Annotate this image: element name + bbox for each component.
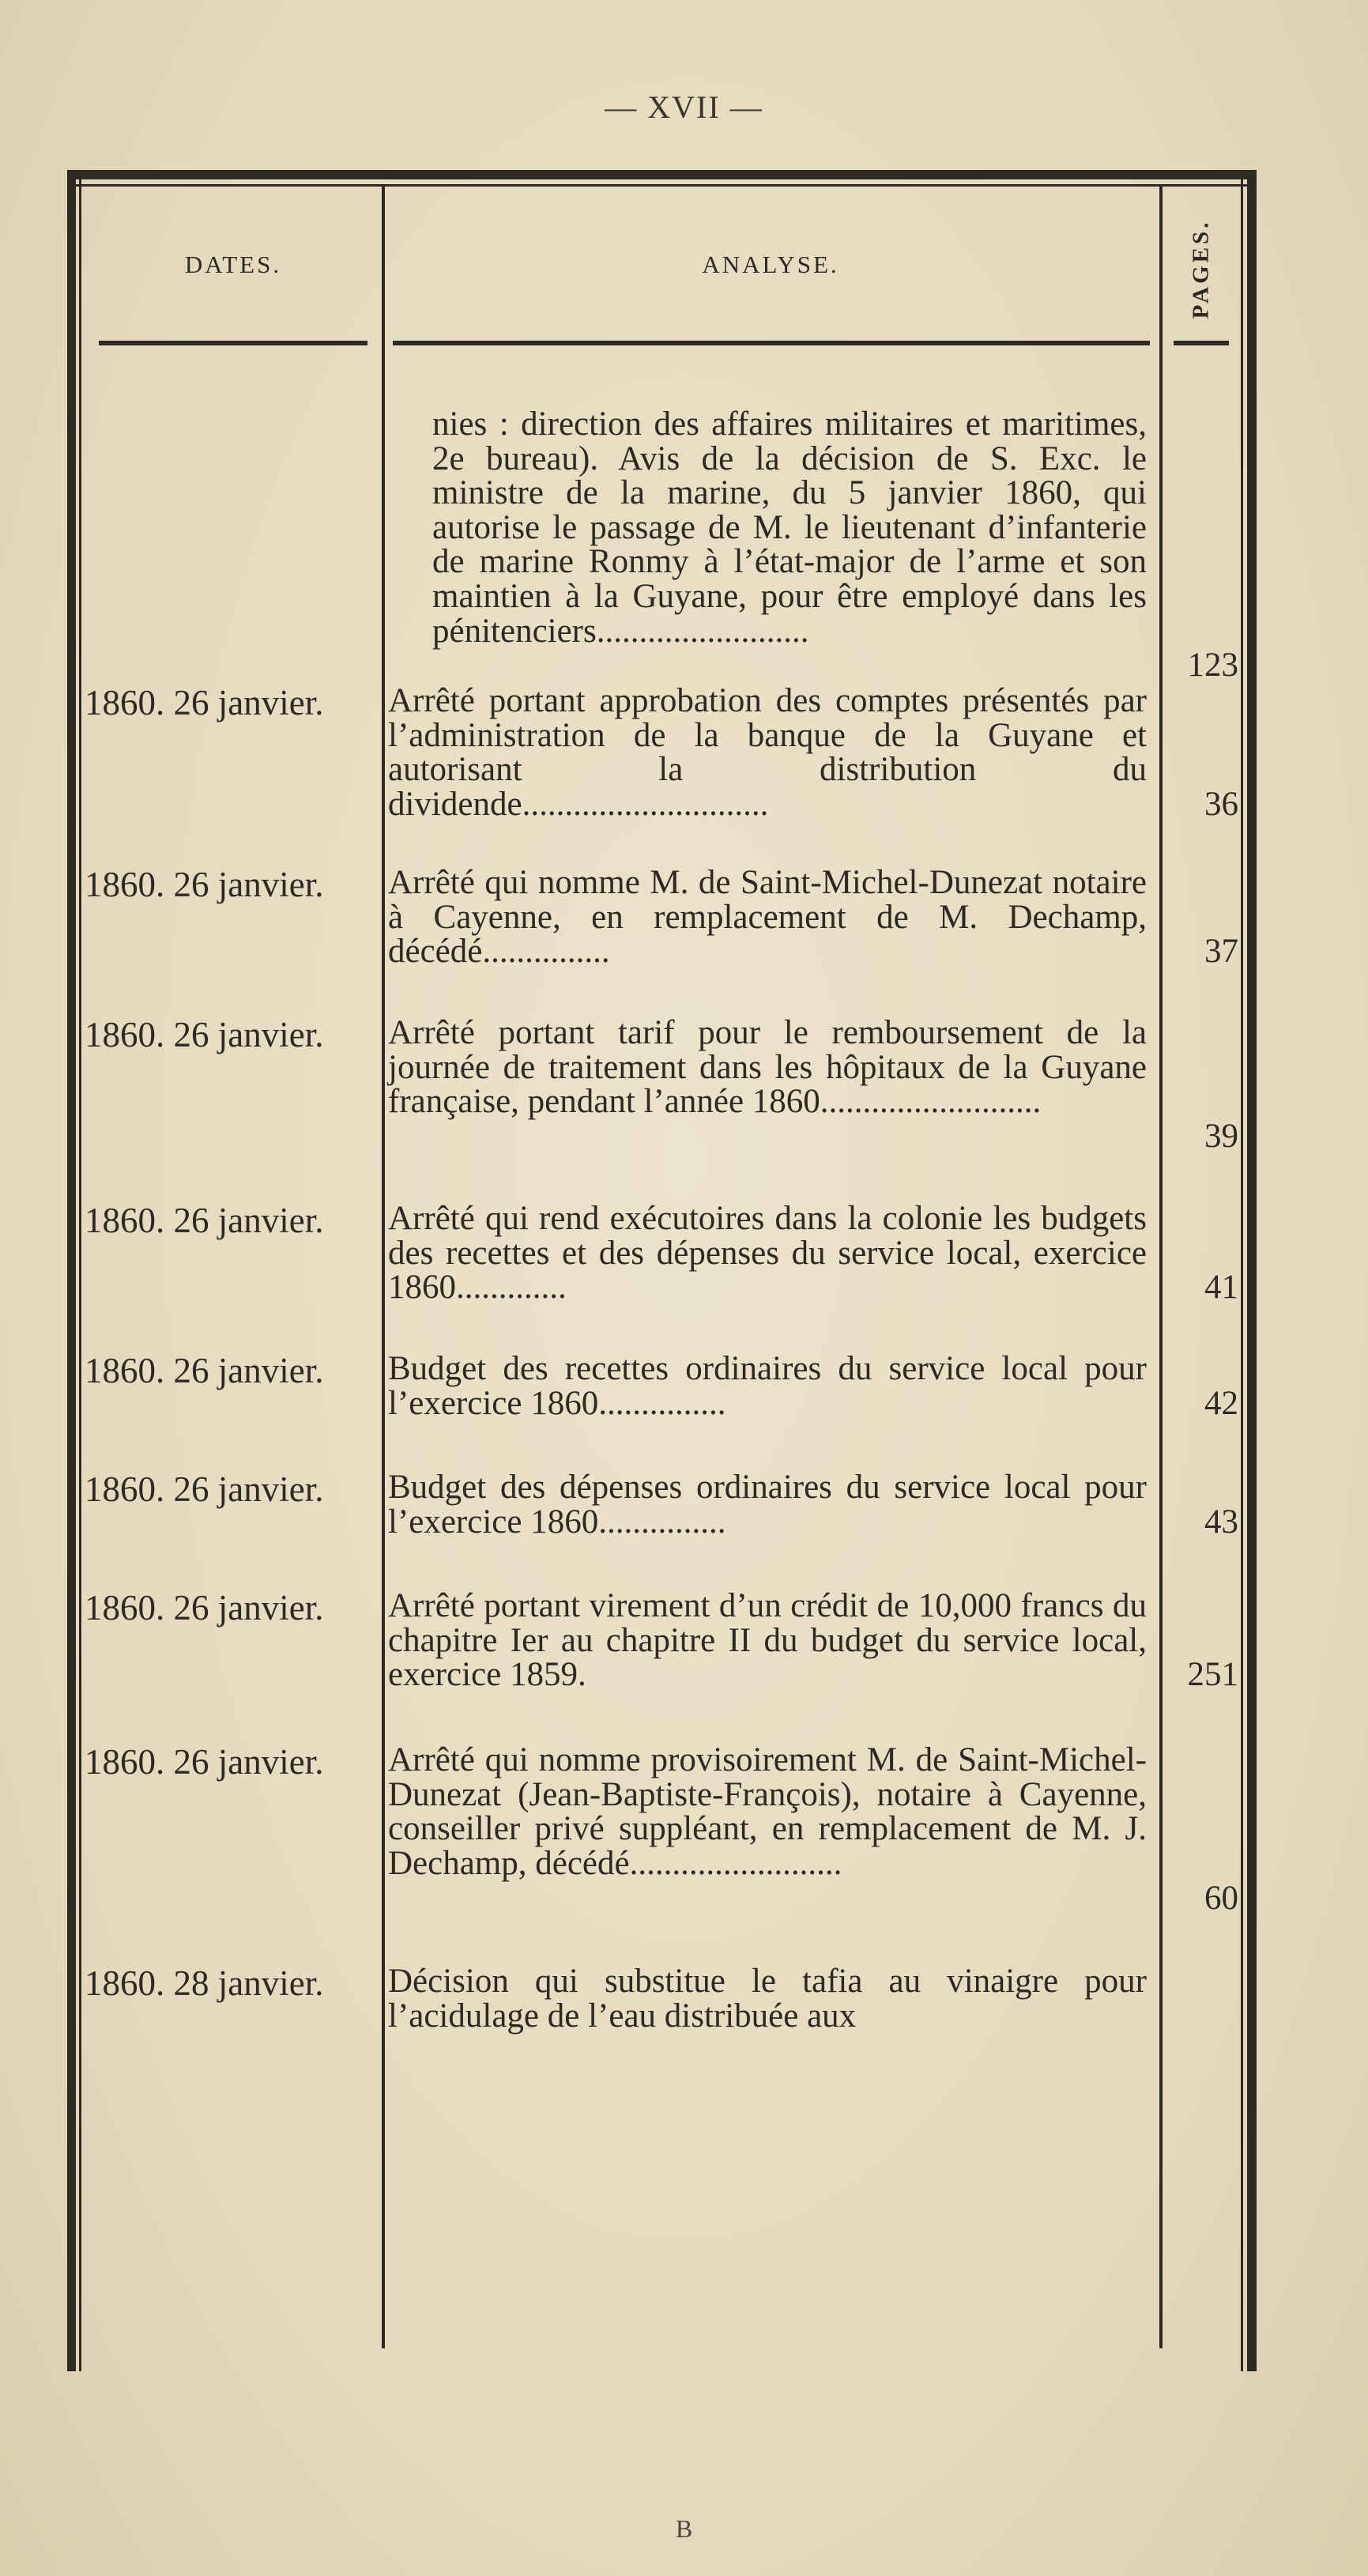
entry-page: 36 — [1204, 786, 1238, 823]
table-top-rule — [67, 170, 1257, 179]
index-table — [67, 170, 1257, 2371]
table-left-thin-border — [79, 170, 81, 2371]
entry-page: 43 — [1204, 1503, 1238, 1541]
table-left-border — [67, 170, 76, 2371]
column-header-pages — [1174, 202, 1229, 336]
column-divider-dates — [382, 187, 385, 2348]
entry-page: 39 — [1204, 1118, 1238, 1155]
entry-page: 60 — [1204, 1880, 1238, 1917]
table-top-thin-rule — [67, 184, 1257, 187]
entry-analysis: Budget des recettes ordinaires du service local pour l’exercice 1860............... — [388, 1350, 1147, 1422]
entry-analysis: Arrêté portant virement d’un crédit de 10,000 francs du chapitre Ier au chapitre II du budget du service local, exercice 1859. — [388, 1587, 1147, 1694]
header-rule-pages — [1174, 341, 1229, 345]
entry-analysis: Arrêté qui rend exécutoires dans la colonie les budgets des recettes et des dépenses du service local, exercice 1860............. — [388, 1200, 1147, 1307]
entry-analysis: Arrêté portant approbation des comptes présentés par l’administration de la banque de la Guyane et autorisant la distribution du dividende............................. — [388, 682, 1147, 823]
entry-date: 1860. 26 janvier. — [85, 1742, 324, 1782]
entry-analysis: Budget des dépenses ordinaires du service local pour l’exercice 1860............... — [388, 1469, 1147, 1541]
entry-page: 37 — [1204, 933, 1238, 970]
header-rule-dates — [99, 341, 367, 345]
entry-analysis: Arrêté qui nomme M. de Saint-Michel-Dunezat notaire à Cayenne, en remplacement de M. Dechamp, décédé............... — [388, 864, 1147, 971]
page-number-header: — XVII — — [605, 89, 763, 125]
entry-date: 1860. 26 janvier. — [85, 1351, 324, 1390]
entry-analysis: Décision qui substitue le tafia au vinaigre pour l’acidulage de l’eau distribuée aux — [388, 1963, 1147, 2035]
entry-page: 42 — [1204, 1385, 1238, 1422]
table-right-border — [1247, 170, 1257, 2371]
entry-date: 1860. 26 janvier. — [85, 1201, 324, 1240]
entry-date: 1860. 26 janvier. — [85, 1015, 324, 1054]
column-header-dates: DATES. — [184, 251, 282, 278]
entry-analysis: Arrêté portant tarif pour le remboursement de la journée de traitement dans les hôpitaux de la Guyane française, pendant l’année 1860.......................... — [388, 1014, 1147, 1121]
signature-mark: B — [675, 2514, 693, 2543]
table-right-thin-border — [1241, 170, 1243, 2371]
entry-date: 1860. 28 janvier. — [85, 1963, 324, 2003]
entry-page: 123 — [1187, 647, 1238, 684]
entry-date: 1860. 26 janvier. — [85, 865, 324, 904]
entry-analysis: nies : direction des affaires militaires et maritimes, 2e bureau). Avis de la décision de S. Exc. le ministre de la marine, du 5 janvier 1860, qui autorise le passage de M. le lieutenant d’infanterie de marine Ronmy à l’état-major de l’arme et son maintien à la Guyane, pour être employé dans les pénitenciers......................... — [432, 405, 1147, 650]
entry-date: 1860. 26 janvier. — [85, 1469, 324, 1509]
column-header-pages-label: PAGES. — [1188, 219, 1214, 319]
entry-page: 41 — [1204, 1269, 1238, 1306]
entry-analysis: Arrêté qui nomme provisoirement M. de Saint-Michel-Dunezat (Jean-Baptiste-François), notaire à Cayenne, conseiller privé suppléant, en remplacement de M. J. Dechamp, décédé......................... — [388, 1741, 1147, 1882]
column-header-analyse: ANALYSE. — [702, 251, 839, 278]
entry-page: 251 — [1187, 1656, 1238, 1693]
entry-date: 1860. 26 janvier. — [85, 1588, 324, 1627]
header-rule-analyse — [393, 341, 1150, 345]
entry-date: 1860. 26 janvier. — [85, 683, 324, 722]
column-divider-pages — [1159, 187, 1163, 2348]
